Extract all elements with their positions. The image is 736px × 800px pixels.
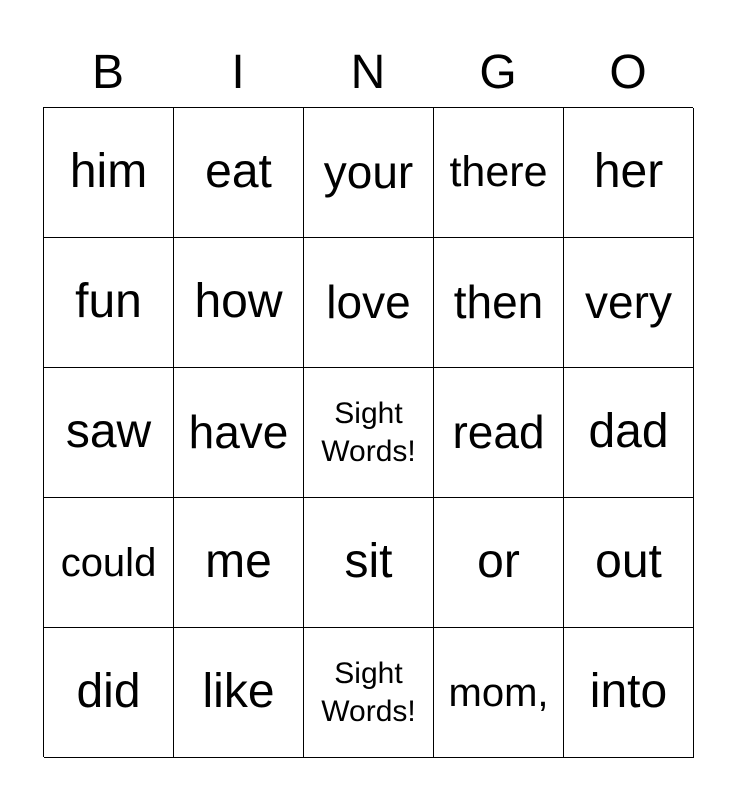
header-letter-i: I bbox=[231, 46, 245, 99]
bingo-cell[interactable]: your bbox=[304, 108, 434, 238]
free-space-cell[interactable]: Sight Words! bbox=[304, 368, 434, 498]
bingo-cell[interactable]: him bbox=[44, 108, 174, 238]
bingo-cell[interactable]: then bbox=[434, 238, 564, 368]
bingo-cell[interactable]: out bbox=[564, 498, 694, 628]
bingo-header bbox=[43, 40, 693, 106]
bingo-cell[interactable]: there bbox=[434, 108, 564, 238]
header-letter-g: G bbox=[479, 46, 517, 99]
bingo-cell[interactable]: her bbox=[564, 108, 694, 238]
bingo-cell[interactable]: dad bbox=[564, 368, 694, 498]
bingo-cell[interactable]: eat bbox=[174, 108, 304, 238]
bingo-cell[interactable]: like bbox=[174, 628, 304, 758]
bingo-cell[interactable]: saw bbox=[44, 368, 174, 498]
header-letter-n: N bbox=[350, 46, 386, 99]
bingo-cell[interactable]: could bbox=[44, 498, 174, 628]
bingo-cell[interactable]: into bbox=[564, 628, 694, 758]
bingo-cell[interactable]: did bbox=[44, 628, 174, 758]
header-letter-b: B bbox=[91, 46, 124, 99]
bingo-cell[interactable]: me bbox=[174, 498, 304, 628]
bingo-board bbox=[43, 107, 693, 757]
bingo-cell[interactable]: mom, bbox=[434, 628, 564, 758]
bingo-cell[interactable]: how bbox=[174, 238, 304, 368]
bingo-cell[interactable]: sit bbox=[304, 498, 434, 628]
header-letter-o: O bbox=[609, 46, 647, 99]
bingo-cell[interactable]: or bbox=[434, 498, 564, 628]
free-space-cell[interactable]: Sight Words! bbox=[304, 628, 434, 758]
bingo-cell[interactable]: have bbox=[174, 368, 304, 498]
bingo-cell[interactable]: read bbox=[434, 368, 564, 498]
bingo-cell[interactable]: very bbox=[564, 238, 694, 368]
bingo-cell[interactable]: love bbox=[304, 238, 434, 368]
bingo-cell[interactable]: fun bbox=[44, 238, 174, 368]
